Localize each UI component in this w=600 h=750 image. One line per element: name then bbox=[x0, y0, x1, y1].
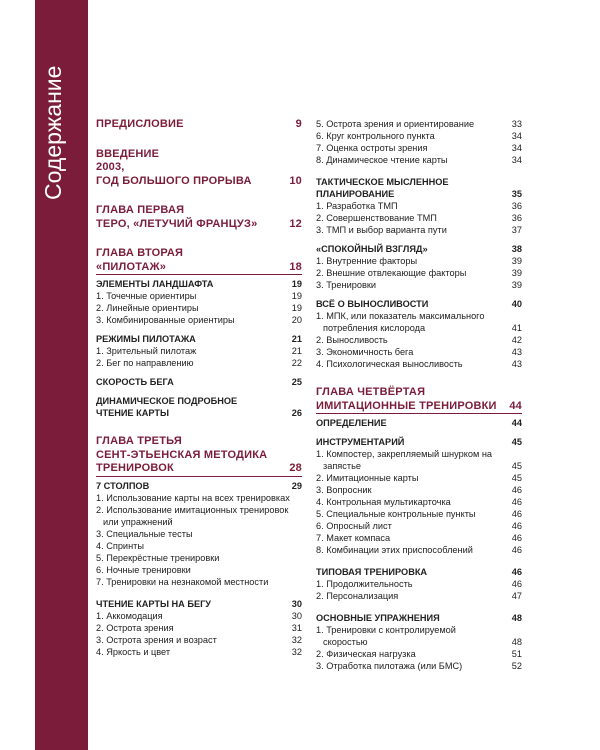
toc-section[interactable]: ДИНАМИЧЕСКОЕ ПОДРОБНОЕ bbox=[96, 396, 238, 406]
toc-item[interactable]: 2. Персонализация 47 bbox=[316, 591, 522, 601]
toc-entry[interactable]: ГЛАВА ЧЕТВЁРТАЯ bbox=[316, 386, 426, 398]
toc-item[interactable]: 5. Острота зрения и ориентирование 33 bbox=[316, 119, 522, 129]
toc-item[interactable]: 1. Компостер, закрепляемый шнурком на запястье 45 bbox=[316, 449, 522, 471]
toc-section[interactable]: ТАКТИЧЕСКОЕ МЫСЛЕННОЕ bbox=[316, 177, 449, 187]
toc-item[interactable]: 2. Внешние отвлекающие факторы 39 bbox=[316, 268, 522, 278]
toc-section[interactable]: 7 СТОЛПОВ 29 bbox=[96, 480, 302, 491]
toc-item[interactable]: 6. Опросный лист 46 bbox=[316, 521, 522, 531]
toc-entry[interactable]: ВВЕДЕНИЕ bbox=[96, 147, 160, 160]
toc-section[interactable]: ЭЛЕМЕНТЫ ЛАНДШАФТА 19 bbox=[96, 279, 302, 289]
toc-item[interactable]: 3. Вопросник 46 bbox=[316, 485, 522, 495]
toc-item[interactable]: 2. Линейные ориентиры 19 bbox=[96, 303, 302, 313]
sidebar bbox=[35, 0, 88, 750]
toc-item[interactable]: 2. Имитационные карты 45 bbox=[316, 473, 522, 483]
toc-item[interactable]: 8. Комбинации этих приспособлений 46 bbox=[316, 545, 522, 555]
toc-section[interactable]: ВСЁ О ВЫНОСЛИВОСТИ 40 bbox=[316, 299, 522, 309]
toc-item[interactable]: 3. Отработка пилотажа (или БМС) 52 bbox=[316, 661, 522, 671]
toc-item[interactable]: 3. Тренировки 39 bbox=[316, 280, 522, 290]
toc-item[interactable]: 3. Экономичность бега 43 bbox=[316, 347, 522, 357]
toc-title: Содержание bbox=[40, 65, 66, 200]
toc-section[interactable]: ИНСТРУМЕНТАРИЙ 45 bbox=[316, 437, 522, 447]
toc-section[interactable]: ОПРЕДЕЛЕНИЕ 44 bbox=[316, 418, 522, 428]
toc-item[interactable]: 2. Физическая нагрузка 51 bbox=[316, 649, 522, 659]
toc-section[interactable]: ОСНОВНЫЕ УПРАЖНЕНИЯ 48 bbox=[316, 613, 522, 623]
toc-item[interactable]: 4. Психологическая выносливость 43 bbox=[316, 359, 522, 369]
toc-item[interactable]: 1. Точечные ориентиры 19 bbox=[96, 291, 302, 301]
toc-section[interactable]: СКОРОСТЬ БЕГА 25 bbox=[96, 377, 302, 387]
toc-item[interactable]: 3. Острота зрения и возраст 32 bbox=[96, 634, 302, 645]
toc-entry[interactable]: ГЛАВА ТРЕТЬЯ bbox=[96, 435, 182, 447]
toc-item[interactable]: 8. Динамическое чтение карты 34 bbox=[316, 155, 522, 165]
toc-item[interactable]: 2. Совершенствование ТМП 36 bbox=[316, 213, 522, 223]
toc-item[interactable]: 1. Тренировки с контролируемой скоростью 48 bbox=[316, 625, 522, 647]
toc-item[interactable]: 1. МПК, или показатель максимального потребления кислорода 41 bbox=[316, 311, 522, 333]
toc-item[interactable]: 1. Использование карты на всех тренировках bbox=[96, 492, 290, 503]
toc-item[interactable]: 6. Ночные тренировки bbox=[96, 564, 191, 575]
toc-item[interactable]: 5. Перекрёстные тренировки bbox=[96, 552, 220, 563]
toc-item[interactable]: 3. Специальные тесты bbox=[96, 528, 193, 539]
toc-section[interactable]: РЕЖИМЫ ПИЛОТАЖА 21 bbox=[96, 334, 302, 344]
toc-item[interactable]: 7. Оценка остроты зрения 34 bbox=[316, 143, 522, 153]
toc-section[interactable]: ТИПОВАЯ ТРЕНИРОВКА 46 bbox=[316, 567, 522, 577]
toc-item[interactable]: 1. Внутренние факторы 39 bbox=[316, 256, 522, 266]
toc-item[interactable]: 2. Использование имитационных тренировок или упражнений bbox=[96, 504, 289, 527]
toc-item[interactable]: 4. Спринты bbox=[96, 540, 144, 551]
toc-entry[interactable]: ПРЕДИСЛОВИЕ 9 bbox=[96, 118, 302, 130]
toc-item[interactable]: 3. Комбинированные ориентиры 20 bbox=[96, 315, 302, 325]
toc-item[interactable]: 4. Яркость и цвет 32 bbox=[96, 646, 302, 657]
toc-section[interactable]: ЧТЕНИЕ КАРТЫ НА БЕГУ 30 bbox=[96, 598, 302, 609]
toc-item[interactable]: 3. ТМП и выбор варианта пути 37 bbox=[316, 225, 522, 235]
toc-item[interactable]: 1. Аккомодация 30 bbox=[96, 610, 302, 621]
toc-item[interactable]: 6. Круг контрольного пункта 34 bbox=[316, 131, 522, 141]
toc-entry[interactable]: ГЛАВА ВТОРАЯ bbox=[96, 247, 184, 259]
toc-item[interactable]: 7. Макет компаса 46 bbox=[316, 533, 522, 543]
toc-entry[interactable]: ГЛАВА ПЕРВАЯ bbox=[96, 204, 185, 216]
toc-item[interactable]: 7. Тренировки на незнакомой местности bbox=[96, 576, 269, 587]
toc-item[interactable]: 1. Зрительный пилотаж 21 bbox=[96, 346, 302, 356]
toc-section[interactable]: «СПОКОЙНЫЙ ВЗГЛЯД» 38 bbox=[316, 244, 522, 254]
toc-item[interactable]: 5. Специальные контрольные пункты 46 bbox=[316, 509, 522, 519]
toc-right-column: 5. Острота зрения и ориентирование 33 6. Круг контрольного пункта 34 7. Оценка остроты зрения 34 8. Динамическое чтение карты 34 ТАКТИЧЕСКОЕ МЫСЛЕННОЕ ПЛАНИРОВАНИЕ 35 1. Разработка ТМП 36 2. Совершенствование ТМП 36 3. ТМП и выбор варианта пути 37 «СПОКОЙНЫЙ ВЗГЛЯД» 38 1. Внутренние факторы 39 2. Внешние отвлекающие факторы 39 3. Тренировки 39 ВСЁ О ВЫНОСЛИВОСТИ 40 1. МПК, или показатель максимального потребления кислорода 41 2. Выносливость 42 3. Экономичность бега 43 4. Психологическая выносливость 43 ГЛАВА ЧЕТВЁРТАЯ ИМИТАЦИОННЫЕ ТРЕНИРОВКИ 44 ОПРЕДЕЛЕНИЕ 44 ИНСТРУМЕНТАРИЙ 45 1. Компостер, закрепляемый шнурком на запястье 45 2. Имитационные карты 45 3. Вопросник 46 4. Контрольная мультикарточка 46 5. Специальные контрольные пункты 46 6. Опросный лист 46 7. Макет компаса 46 8. Комбинации этих приспособлений 46 ТИПОВАЯ ТРЕНИРОВКА 46 1. Продолжительность 46 2. Персонализация 47 ОСНОВНЫЕ УПРАЖНЕНИЯ 48 1. Тренировки с контролируемой скоростью 48 2. Физическая нагрузка 51 3. Отработка пилотажа (или БМС) 52 bbox=[316, 119, 522, 671]
toc-item[interactable]: 1. Разработка ТМП 36 bbox=[316, 201, 522, 211]
toc-item[interactable]: 2. Острота зрения 31 bbox=[96, 622, 302, 633]
toc-item[interactable]: 2. Бег по направлению 22 bbox=[96, 358, 302, 368]
toc-item[interactable]: 1. Продолжительность 46 bbox=[316, 579, 522, 589]
toc-item[interactable]: 2. Выносливость 42 bbox=[316, 335, 522, 345]
toc-left-column: ПРЕДИСЛОВИЕ 9 ВВЕДЕНИЕ 2003, ГОД БОЛЬШОГО ПРОРЫВА 10 ГЛАВА ПЕРВАЯ ТЕРО, «ЛЕТУЧИЙ ФРАНЦУЗ» 12 ГЛАВА ВТОРАЯ «ПИЛОТАЖ» 18 ЭЛЕМЕНТЫ ЛАНДШАФТА 19 1. Точечные ориентиры 19 2. Линейные ориентиры 19 3. Комбинированные ориентиры 20 РЕЖИМЫ ПИЛОТАЖА 21 1. Зрительный пилотаж 21 2. Бег по направлению 22 СКОРОСТЬ БЕГА 25 ДИНАМИЧЕСКОЕ ПОДРОБНОЕ ЧТЕНИЕ КАРТЫ 26 ГЛАВА ТРЕТЬЯ СЕНТ-ЭТЬЕНСКАЯ МЕТОДИКА ТРЕНИРОВОК 28 7 СТОЛПОВ 29 1. Использование карты на всех тренировках 2. Использование имитационных тренировок или упражнений 3. Специальные тесты 4. Спринты 5. Перекрёстные тренировки 6. Ночные тренировки 7. Тренировки на незнакомой местности ЧТЕНИЕ КАРТЫ НА БЕГУ 30 1. Аккомодация 30 2. Острота зрения 31 3. Острота зрения и возраст 32 4. Яркость и цвет 32 bbox=[96, 118, 302, 657]
toc-item[interactable]: 4. Контрольная мультикарточка 46 bbox=[316, 497, 522, 507]
